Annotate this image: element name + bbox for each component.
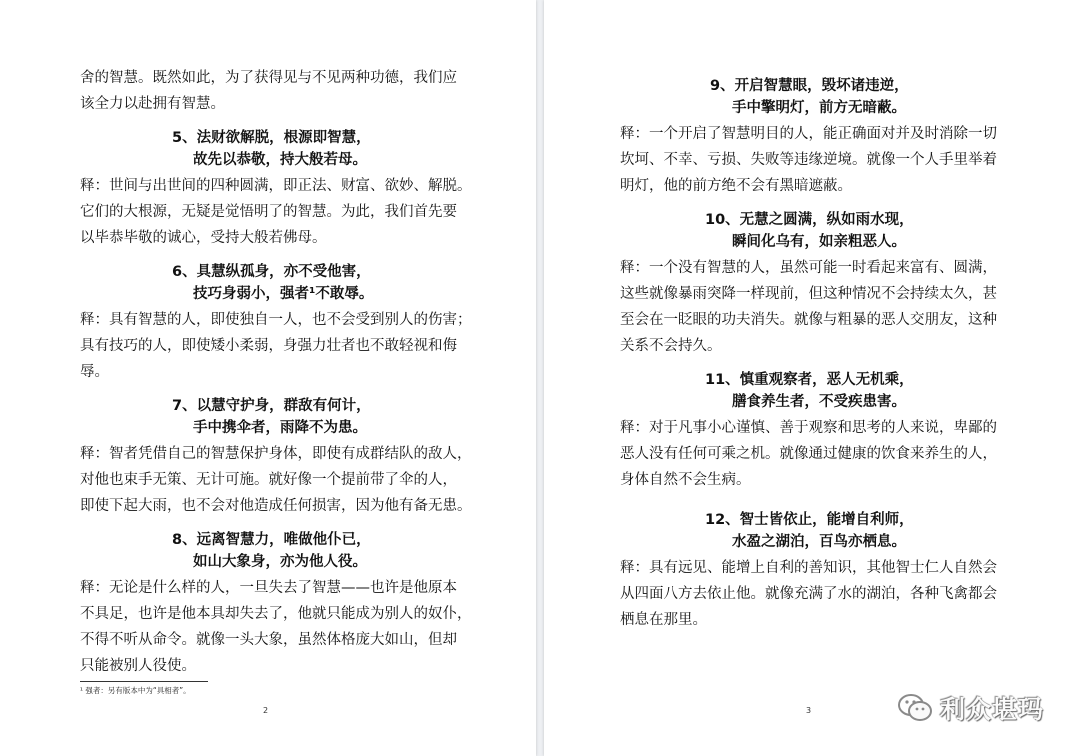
verse-line: 12、智士皆依止，能增自利师， — [705, 512, 914, 528]
text-line: 释：对于凡事小心谨慎、善于观察和思考的人来说，卑鄙的 — [620, 420, 997, 436]
verse-line: 9、开启智慧眼，毁坏诸违逆， — [710, 78, 909, 94]
text-line: 具有技巧的人，即使矮小柔弱，身强力壮者也不敢轻视和侮 — [80, 338, 457, 354]
verse-line: 11、慎重观察者，恶人无机乘， — [705, 372, 914, 388]
text-line: 不具足，也许是他本具却失去了，他就只能成为别人的奴仆， — [80, 606, 472, 622]
text-line: 只能被别人役使。 — [80, 658, 196, 674]
wechat-icon — [896, 692, 934, 724]
text-line: 释：具有远见、能增上自利的善知识，其他智士仁人自然会 — [620, 560, 997, 576]
page-number: 2 — [263, 706, 269, 715]
text-line: 即使下起大雨，也不会对他造成任何损害，因为他有备无患。 — [80, 498, 472, 514]
verse-line: 7、以慧守护身，群敌有何计， — [172, 398, 371, 414]
text-line: 该全力以赴拥有智慧。 — [80, 96, 225, 112]
footnote: ¹ 强者：另有版本中为“具相者”。 — [80, 686, 191, 695]
text-line: 关系不会持久。 — [620, 338, 722, 354]
text-line: 身体自然不会生病。 — [620, 472, 751, 488]
text-line: 以毕恭毕敬的诚心，受持大般若佛母。 — [80, 230, 327, 246]
verse-line: 膳食养生者，不受疾患害。 — [732, 394, 906, 410]
verse-line: 10、无慧之圆满，纵如雨水现， — [705, 212, 914, 228]
verse-line: 故先以恭敬，持大般若母。 — [193, 152, 367, 168]
text-line: 释：智者凭借自己的智慧保护身体，即使有成群结队的敌人， — [80, 446, 472, 462]
text-line: 释：无论是什么样的人，一旦失去了智慧——也许是他原本 — [80, 580, 457, 596]
verse-line: 如山大象身，亦为他人役。 — [193, 554, 367, 570]
text-line: 对他也束手无策、无计可施。就好像一个提前带了伞的人， — [80, 472, 457, 488]
text-line: 释：一个没有智慧的人，虽然可能一时看起来富有、圆满， — [620, 260, 997, 276]
text-line: 这些就像暴雨突降一样现前，但这种情况不会持续太久，甚 — [620, 286, 997, 302]
text-line: 舍的智慧。既然如此，为了获得见与不见两种功德，我们应 — [80, 70, 457, 86]
text-line: 坎坷、不幸、亏损、失败等违缘逆境。就像一个人手里举着 — [620, 152, 997, 168]
verse-line: 水盈之湖泊，百鸟亦栖息。 — [732, 534, 906, 550]
watermark-text: 利众堪玛 — [940, 695, 1045, 724]
verse-line: 手中擎明灯，前方无暗蔽。 — [732, 100, 906, 116]
verse-line: 5、法财欲解脱，根源即智慧， — [172, 130, 371, 146]
document-page-3 — [544, 0, 1080, 756]
text-line: 至会在一眨眼的功夫消失。就像与粗暴的恶人交朋友，这种 — [620, 312, 997, 328]
watermark — [896, 690, 1044, 726]
verse-line: 技巧身弱小，强者¹不敢辱。 — [193, 286, 374, 302]
text-line: 从四面八方去依止他。就像充满了水的湖泊，各种飞禽都会 — [620, 586, 997, 602]
text-line: 栖息在那里。 — [620, 612, 707, 628]
text-line: 释：一个开启了智慧明目的人，能正确面对并及时消除一切 — [620, 126, 997, 142]
verse-line: 瞬间化乌有，如亲粗恶人。 — [732, 234, 906, 250]
verse-line: 手中携伞者，雨降不为患。 — [193, 420, 367, 436]
footnote-divider — [80, 681, 208, 682]
document-page-2 — [0, 0, 536, 756]
text-line: 明灯，他的前方绝不会有黑暗遮蔽。 — [620, 178, 852, 194]
text-line: 它们的大根源，无疑是觉悟明了的智慧。为此，我们首先要 — [80, 204, 457, 220]
text-line: 恶人没有任何可乘之机。就像通过健康的饮食来养生的人， — [620, 446, 997, 462]
verse-line: 8、远离智慧力，唯做他仆已， — [172, 532, 371, 548]
page-number: 3 — [806, 706, 812, 715]
text-line: 释：具有智慧的人，即使独自一人，也不会受到别人的伤害； — [80, 312, 472, 328]
text-line: 不得不听从命令。就像一头大象，虽然体格庞大如山，但却 — [80, 632, 457, 648]
verse-line: 6、具慧纵孤身，亦不受他害， — [172, 264, 371, 280]
text-line: 释：世间与出世间的四种圆满，即正法、财富、欲妙、解脱。 — [80, 178, 472, 194]
text-line: 辱。 — [80, 364, 109, 380]
